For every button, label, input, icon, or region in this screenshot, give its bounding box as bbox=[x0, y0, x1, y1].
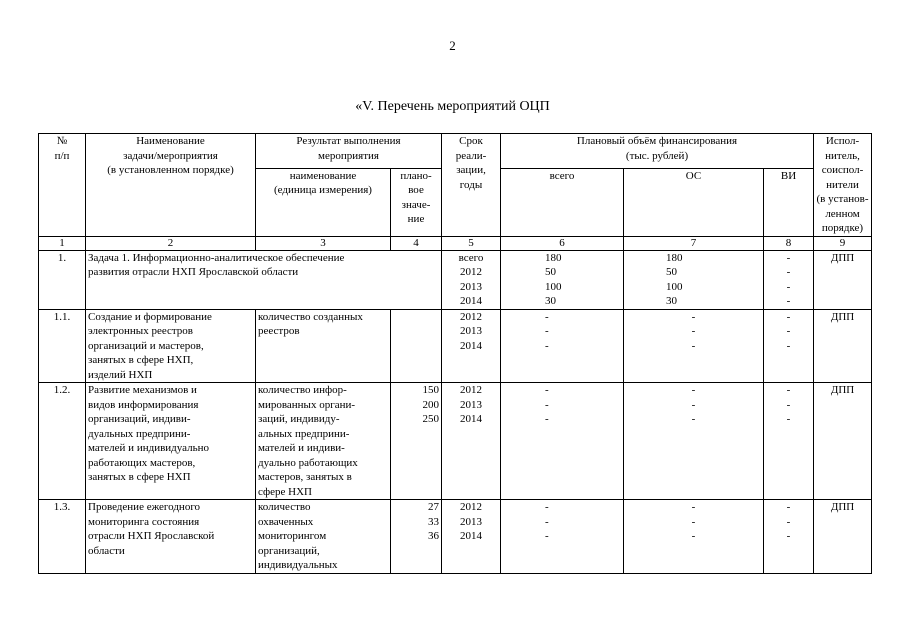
row-name: Задача 1. Информационно-аналитическое обеспечение развития отрасли НХП Ярославской области bbox=[86, 250, 442, 309]
column-numbers-row bbox=[39, 236, 872, 250]
header-num: № п/п bbox=[39, 134, 86, 237]
measures-table bbox=[38, 133, 872, 574]
row-total: - - - bbox=[501, 309, 624, 383]
row-total: 180 50 100 30 bbox=[501, 250, 624, 309]
column-number: 1 bbox=[39, 236, 86, 250]
row-vi: - - - bbox=[764, 309, 814, 383]
row-total: - - - bbox=[501, 500, 624, 574]
column-number: 4 bbox=[391, 236, 442, 250]
row-executor: ДПП bbox=[814, 250, 872, 309]
row-years: всего 2012 2013 2014 bbox=[442, 250, 501, 309]
header-executor: Испол- нитель, соиспол- нители (в установ- ленном порядке) bbox=[814, 134, 872, 237]
row-result: количество охваченных мониторингом организаций, индивидуальных bbox=[256, 500, 391, 574]
header-os: ОС bbox=[624, 168, 764, 236]
header-vi: ВИ bbox=[764, 168, 814, 236]
header-row-1 bbox=[39, 134, 872, 169]
row-name: Создание и формирование электронных реестров организаций и мастеров, занятых в сфере НХП, изделий НХП bbox=[86, 309, 256, 383]
row-planned: 150 200 250 bbox=[391, 383, 442, 500]
row-num: 1.3. bbox=[39, 500, 86, 574]
table-row bbox=[39, 250, 872, 309]
table-row bbox=[39, 383, 872, 500]
table-row bbox=[39, 500, 872, 574]
row-name: Проведение ежегодного мониторинга состояния отрасли НХП Ярославской области bbox=[86, 500, 256, 574]
column-number: 3 bbox=[256, 236, 391, 250]
column-number: 2 bbox=[86, 236, 256, 250]
header-name: Наименование задачи/мероприятия (в установленном порядке) bbox=[86, 134, 256, 237]
row-total: - - - bbox=[501, 383, 624, 500]
row-num: 1. bbox=[39, 250, 86, 309]
row-num: 1.2. bbox=[39, 383, 86, 500]
row-vi: - - - - bbox=[764, 250, 814, 309]
row-os: - - - bbox=[624, 383, 764, 500]
row-vi: - - - bbox=[764, 383, 814, 500]
row-result: количество созданных реестров bbox=[256, 309, 391, 383]
column-number: 8 bbox=[764, 236, 814, 250]
row-executor: ДПП bbox=[814, 500, 872, 574]
table-row bbox=[39, 309, 872, 383]
column-number: 7 bbox=[624, 236, 764, 250]
section-title: «V. Перечень мероприятий ОЦП bbox=[355, 99, 550, 114]
row-os: - - - bbox=[624, 500, 764, 574]
row-years: 2012 2013 2014 bbox=[442, 309, 501, 383]
row-planned: 27 33 36 bbox=[391, 500, 442, 574]
row-result: количество инфор- мированных органи- заций, индивиду- альных предприни- мателей и индиви- дуально работающих мастеров, занятых в сфере НХП bbox=[256, 383, 391, 500]
row-name: Развитие механизмов и видов информирования организаций, индиви- дуальных предприни- мателей и индивидуально работающих мастеров, занятых в сфере НХП bbox=[86, 383, 256, 500]
row-executor: ДПП bbox=[814, 309, 872, 383]
row-os: - - - bbox=[624, 309, 764, 383]
row-vi: - - - bbox=[764, 500, 814, 574]
header-term: Срок реали- зации, годы bbox=[442, 134, 501, 237]
column-number: 9 bbox=[814, 236, 872, 250]
row-num: 1.1. bbox=[39, 309, 86, 383]
row-os: 180 50 100 30 bbox=[624, 250, 764, 309]
header-result-group: Результат выполнения мероприятия bbox=[256, 134, 442, 169]
header-planned: плано- вое значе- ние bbox=[391, 168, 442, 236]
row-planned bbox=[391, 309, 442, 383]
row-executor: ДПП bbox=[814, 383, 872, 500]
row-years: 2012 2013 2014 bbox=[442, 500, 501, 574]
column-number: 6 bbox=[501, 236, 624, 250]
header-result-name: наименование (единица измерения) bbox=[256, 168, 391, 236]
column-number: 5 bbox=[442, 236, 501, 250]
header-total: всего bbox=[501, 168, 624, 236]
row-years: 2012 2013 2014 bbox=[442, 383, 501, 500]
page-number: 2 bbox=[449, 38, 456, 53]
header-financing-group: Плановый объём финансирования (тыс. рублей) bbox=[501, 134, 814, 169]
